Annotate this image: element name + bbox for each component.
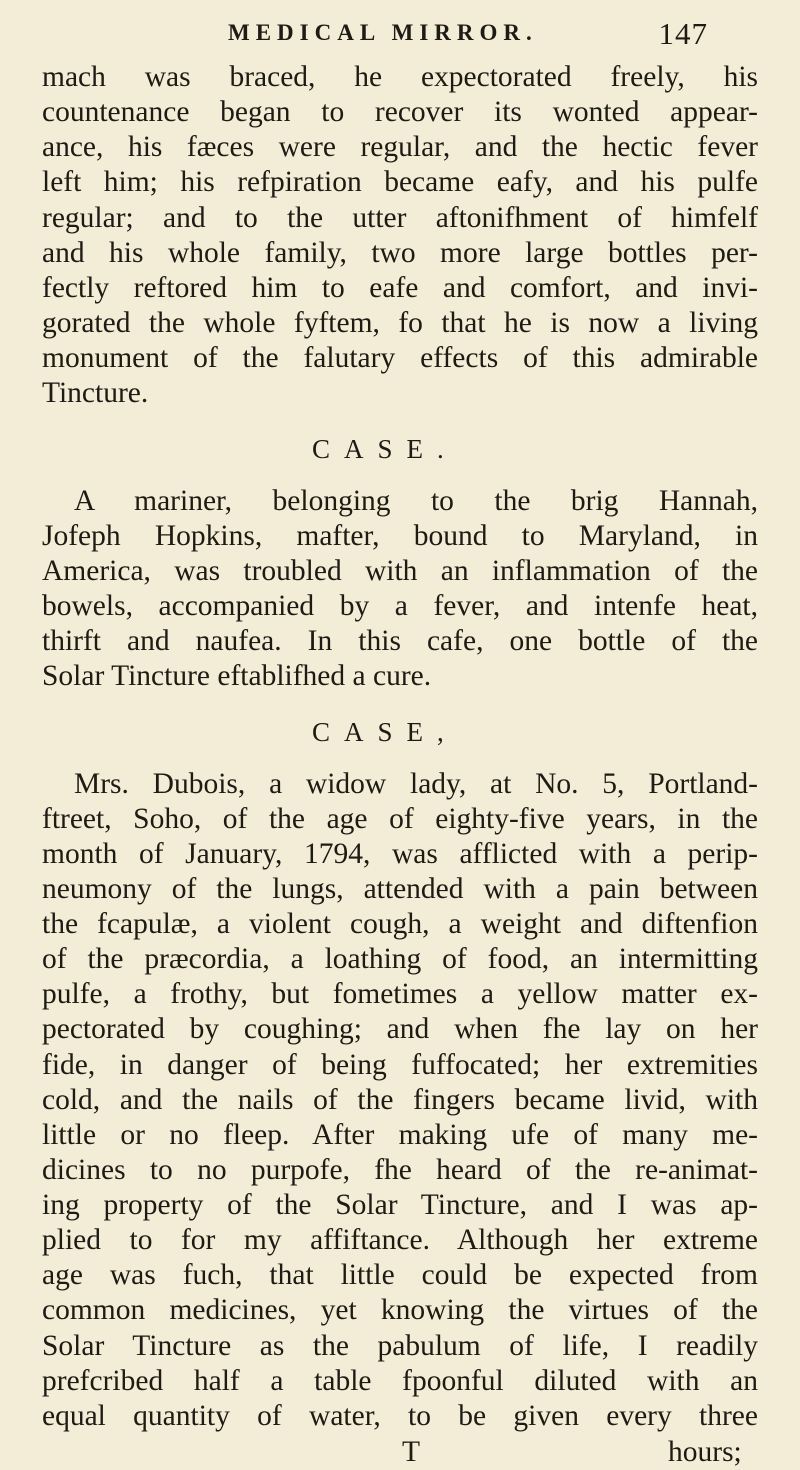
text-line: America, was troubled with an inflammation of the xyxy=(42,554,758,587)
text-line: dicines to no purpofe, fhe heard of the re-animat- xyxy=(42,1153,758,1186)
running-head: MEDICAL MIRROR. xyxy=(228,20,538,45)
text-line: A mariner, belonging to the brig Hannah, xyxy=(74,484,758,517)
text-line: thirft and naufea. In this cafe, one bottle of the xyxy=(42,625,758,658)
text-line: plied to for my affiftance. Although her extreme xyxy=(42,1224,758,1257)
text-line: monument of the falutary effects of this admirable xyxy=(42,342,758,375)
text-line: prefcribed half a table fpoonful diluted with an xyxy=(42,1364,758,1397)
text-line: and his whole family, two more large bottles per- xyxy=(42,236,758,269)
text-line: fide, in danger of being fuffocated; her extremities xyxy=(42,1048,758,1081)
text-line: neumony of the lungs, attended with a pain between xyxy=(42,872,758,905)
text-line: fectly reftored him to eafe and comfort, and invi- xyxy=(42,271,758,304)
text-line: Tincture. xyxy=(42,377,149,410)
text-line: cold, and the nails of the fingers became livid, with xyxy=(42,1083,758,1116)
text-line: bowels, accompanied by a fever, and intenfe heat, xyxy=(42,589,758,622)
text-line: regular; and to the utter aftonifhment of himfelf xyxy=(42,201,758,234)
text-line: ftreet, Soho, of the age of eighty-five years, in the xyxy=(42,802,758,835)
text-line: pulfe, a frothy, but fometimes a yellow matter ex- xyxy=(42,978,758,1011)
text-line: of the præcordia, a loathing of food, an intermitting xyxy=(42,943,758,976)
catchword: hours; xyxy=(668,1436,742,1468)
text-line: countenance began to recover its wonted appear- xyxy=(42,96,758,129)
text-line: age was fuch, that little could be expected from xyxy=(42,1259,758,1292)
text-line: the fcapulæ, a violent cough, a weight and diftenfion xyxy=(42,908,758,941)
text-line: Solar Tincture as the pabulum of life, I readily xyxy=(42,1329,758,1362)
text-line: Mrs. Dubois, a widow lady, at No. 5, Portland- xyxy=(74,767,758,800)
text-line: gorated the whole fyftem, fo that he is now a living xyxy=(42,306,758,339)
text-line: pectorated by coughing; and when fhe lay on her xyxy=(42,1013,758,1046)
text-line: little or no fleep. After making ufe of many me- xyxy=(42,1118,758,1151)
signature-mark: T xyxy=(402,1436,421,1468)
text-line: common medicines, yet knowing the virtues of the xyxy=(42,1294,758,1327)
case-heading: CASE. xyxy=(312,433,458,464)
text-line: ing property of the Solar Tincture, and I was ap- xyxy=(42,1189,758,1222)
case-heading: CASE, xyxy=(312,716,458,747)
text-line: ance, his fæces were regular, and the hectic fever xyxy=(42,131,758,164)
text-line: Jofeph Hopkins, mafter, bound to Maryland, in xyxy=(42,519,758,552)
text-line: equal quantity of water, to be given every three xyxy=(42,1399,758,1432)
page-number: 147 xyxy=(658,16,708,51)
text-line: Solar Tincture eftablifhed a cure. xyxy=(42,660,432,693)
text-line: month of January, 1794, was afflicted with a perip- xyxy=(42,837,758,870)
text-line: mach was braced, he expectorated freely, his xyxy=(42,61,758,93)
page-header xyxy=(228,14,708,58)
text-line: left him; his refpiration became eafy, and his pulfe xyxy=(42,166,758,199)
